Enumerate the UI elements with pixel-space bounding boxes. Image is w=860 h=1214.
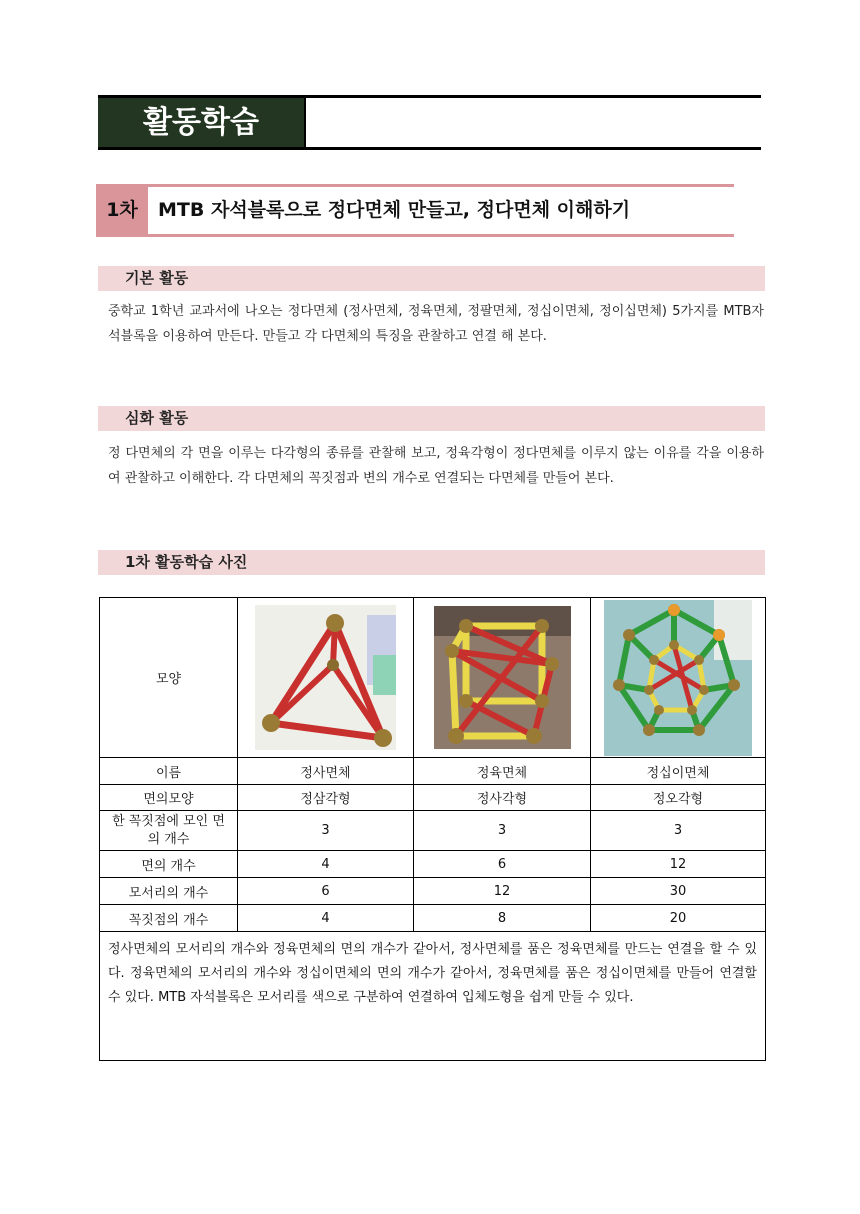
cell-cube: 8 <box>414 905 591 932</box>
table-row <box>100 758 766 785</box>
section-photos-heading <box>98 550 765 575</box>
section-basic-title: 기본 활동 <box>125 269 189 287</box>
table-row <box>100 785 766 811</box>
row-label: 면의모양 <box>100 785 238 811</box>
dodecahedron-photo-cell <box>591 598 766 758</box>
cell-cube: 정육면체 <box>414 758 591 785</box>
row-label: 면의 개수 <box>100 851 238 878</box>
cell-tetrahedron: 4 <box>238 905 414 932</box>
tetrahedron-photo <box>255 605 396 750</box>
cell-dodecahedron: 정오각형 <box>591 785 766 811</box>
table-row <box>100 851 766 878</box>
polyhedra-table <box>99 597 766 1061</box>
cell-cube: 6 <box>414 851 591 878</box>
row-label: 모서리의 개수 <box>100 878 238 905</box>
cell-dodecahedron: 3 <box>591 811 766 851</box>
cell-tetrahedron: 정사면체 <box>238 758 414 785</box>
section-advanced-heading <box>98 406 765 431</box>
cube-photo-cell <box>414 598 591 758</box>
row-label: 한 꼭짓점에 모인 면의 개수 <box>100 811 238 851</box>
cube-photo <box>434 606 571 749</box>
cell-dodecahedron: 12 <box>591 851 766 878</box>
cell-cube: 12 <box>414 878 591 905</box>
table-row <box>100 878 766 905</box>
shape-label: 모양 <box>100 598 238 758</box>
page-title: 활동학습 <box>143 105 259 140</box>
header-bottom-rule <box>98 147 761 150</box>
dodecahedron-photo <box>604 600 752 756</box>
table-row <box>100 905 766 932</box>
cell-tetrahedron: 정삼각형 <box>238 785 414 811</box>
table-row <box>100 811 766 851</box>
cell-dodecahedron: 20 <box>591 905 766 932</box>
row-label: 꼭짓점의 개수 <box>100 905 238 932</box>
row-label: 이름 <box>100 758 238 785</box>
table-note: 정사면체의 모서리의 개수와 정육면체의 면의 개수가 같아서, 정사면체를 품은 정육면체를 만드는 연결을 할 수 있다. 정육면체의 모서리의 개수와 정십이면체의 면의 개수가 같아서, 정육면체를 품은 정십이면체를 만들어 연결할 수 있다. MTB 자석블록은 모서리를 색으로 구분하여 연결하여 입체도형을 쉽게 만들 수 있다. <box>100 932 766 1061</box>
section-advanced-text: 정 다면체의 각 면을 이루는 다각형의 종류를 관찰해 보고, 정육각형이 정다면체를 이루지 않는 이유를 각을 이용하여 관찰하고 이해한다. 각 다면체의 꼭짓점과 변의 개수로 연결되는 다면체를 만들어 본다. <box>108 446 764 486</box>
tetrahedron-photo-cell <box>238 598 414 758</box>
session-badge: 1차 <box>96 187 148 234</box>
cell-tetrahedron: 4 <box>238 851 414 878</box>
table-row-shape <box>100 598 766 758</box>
cell-cube: 정사각형 <box>414 785 591 811</box>
cell-tetrahedron: 3 <box>238 811 414 851</box>
session-bottom-rule <box>96 234 734 237</box>
table-note-row <box>100 932 766 1061</box>
cell-dodecahedron: 정십이면체 <box>591 758 766 785</box>
section-basic-text: 중학교 1학년 교과서에 나오는 정다면체 (정사면체, 정육면체, 정팔면체, 정십이면체, 정이십면체) 5가지를 MTB자석블록을 이용하여 만든다. 만들고 각 다면체의 특징을 관찰하고 연결 해 본다. <box>108 304 764 344</box>
session-title: MTB 자석블록으로 정다면체 만들고, 정다면체 이해하기 <box>158 199 631 221</box>
section-basic-heading <box>98 266 765 291</box>
cell-tetrahedron: 6 <box>238 878 414 905</box>
section-photos-title: 1차 활동학습 사진 <box>125 553 248 571</box>
cell-dodecahedron: 30 <box>591 878 766 905</box>
section-advanced-title: 심화 활동 <box>125 409 189 427</box>
cell-cube: 3 <box>414 811 591 851</box>
